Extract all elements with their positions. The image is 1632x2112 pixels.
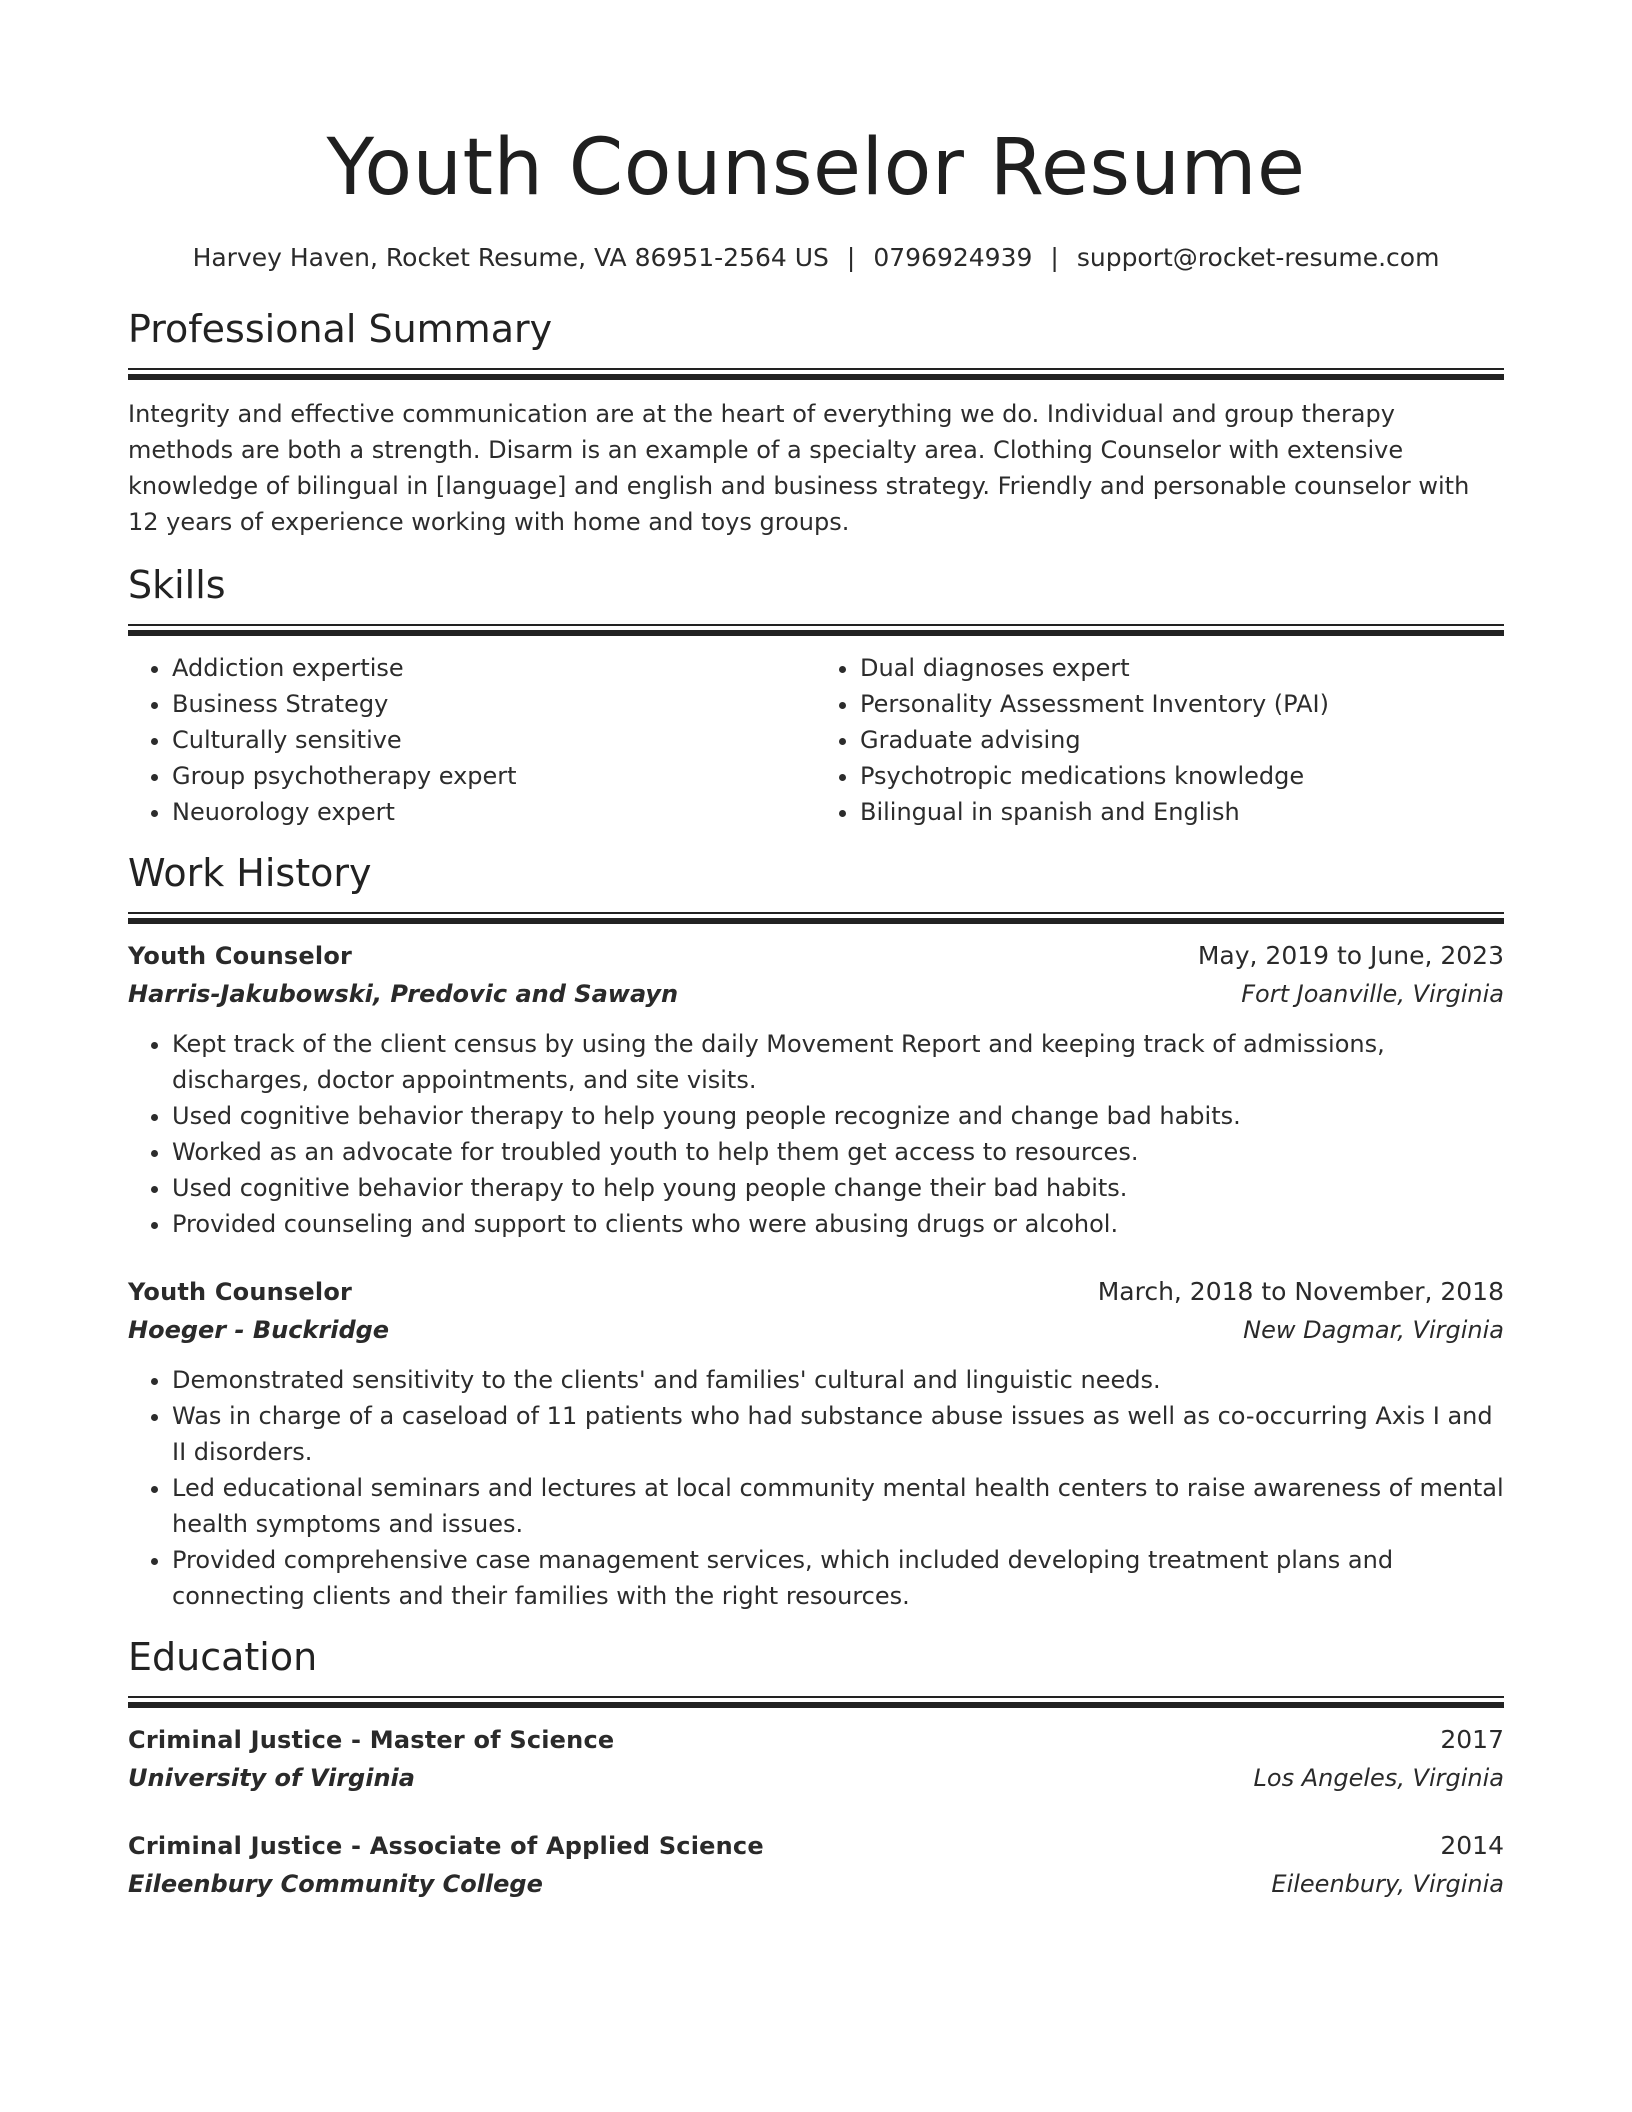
skill-item: • Psychotropic medications knowledge — [860, 758, 1504, 794]
work-heading: Work History — [128, 851, 372, 895]
skill-item: • Business Strategy — [172, 686, 816, 722]
job-company: Hoeger - Buckridge — [128, 1316, 390, 1344]
skill-item: • Graduate advising — [860, 722, 1504, 758]
education-location: Los Angeles, Virginia — [1253, 1764, 1504, 1792]
job-bullets — [128, 1362, 1504, 1614]
job-location: Fort Joanville, Virginia — [1241, 980, 1504, 1008]
job-dates: May, 2019 to June, 2023 — [1197, 941, 1504, 970]
job-title: Youth Counselor — [128, 942, 353, 970]
skill-item: • Bilingual in spanish and English — [860, 794, 1504, 830]
job-bullet: • Provided comprehensive case management services, which included developing treatment plans and connecting clients and their families with the right resources. — [172, 1542, 1504, 1614]
job-bullet: • Used cognitive behavior therapy to help young people change their bad habits. — [172, 1170, 1504, 1206]
job-bullets — [128, 1026, 1504, 1242]
job-bullet: • Kept track of the client census by using the daily Movement Report and keeping track of admissions, discharges, doctor appointments, and site visits. — [172, 1026, 1504, 1098]
skill-item: • Group psychotherapy expert — [172, 758, 816, 794]
resume-title: Youth Counselor Resume — [326, 123, 1306, 213]
summary-heading: Professional Summary — [128, 307, 553, 351]
skills-list-right — [816, 650, 1504, 830]
job-company: Harris-Jakubowski, Predovic and Sawayn — [128, 980, 679, 1008]
job-location: New Dagmar, Virginia — [1243, 1316, 1504, 1344]
education-section — [128, 1632, 1504, 1904]
job-header — [128, 938, 1504, 974]
section-divider — [128, 624, 1504, 636]
job-entry — [128, 1274, 1504, 1614]
skill-item: • Personality Assessment Inventory (PAI) — [860, 686, 1504, 722]
education-header — [128, 1722, 1504, 1758]
contact-separator: | — [846, 243, 856, 272]
education-year: 2014 — [1440, 1831, 1504, 1860]
job-dates: March, 2018 to November, 2018 — [1097, 1277, 1504, 1306]
contact-separator: | — [1050, 243, 1059, 272]
contact-line — [128, 240, 1504, 276]
education-year: 2017 — [1440, 1725, 1504, 1754]
education-subheader — [128, 1758, 1504, 1798]
job-bullet: • Worked as an advocate for troubled youth to help them get access to resources. — [172, 1134, 1504, 1170]
job-bullet: • Led educational seminars and lectures at local community mental health centers to raise awareness of mental health symptoms and issues. — [172, 1470, 1504, 1542]
education-school: University of Virginia — [128, 1764, 415, 1792]
job-subheader — [128, 974, 1504, 1014]
job-bullet: • Demonstrated sensitivity to the clients' and families' cultural and linguistic needs. — [172, 1362, 1504, 1398]
education-entry — [128, 1722, 1504, 1798]
education-location: Eileenbury, Virginia — [1271, 1870, 1504, 1898]
job-header — [128, 1274, 1504, 1310]
skill-item: • Dual diagnoses expert — [860, 650, 1504, 686]
contact-phone: 0796924939 — [873, 243, 1033, 272]
education-degree: Criminal Justice - Master of Science — [128, 1726, 615, 1754]
section-divider — [128, 912, 1504, 924]
education-subheader — [128, 1864, 1504, 1904]
section-divider — [128, 368, 1504, 380]
contact-address: Harvey Haven, Rocket Resume, VA 86951-2564 US — [192, 243, 829, 272]
job-title: Youth Counselor — [128, 1278, 353, 1306]
skill-item: • Addiction expertise — [172, 650, 816, 686]
education-heading: Education — [128, 1635, 318, 1679]
job-bullet: • Was in charge of a caseload of 11 patients who had substance abuse issues as well as co-occurring Axis I and II disorders. — [172, 1398, 1504, 1470]
summary-text: Integrity and effective communication are at the heart of everything we do. Individual and group therapy methods are both a strength. Disarm is an example of a specialty area. Clothing Counselor with extensive knowledge of bilingual in [language] and english and business strategy. Friendly and personable counselor with 12 years of experience working with home and toys groups. — [128, 400, 1470, 536]
education-entry — [128, 1828, 1504, 1904]
work-section — [128, 848, 1504, 1614]
skills-heading: Skills — [128, 563, 226, 607]
contact-email: support@rocket-resume.com — [1076, 243, 1440, 272]
summary-section — [128, 304, 1504, 540]
section-divider — [128, 1696, 1504, 1708]
job-subheader — [128, 1310, 1504, 1350]
education-header — [128, 1828, 1504, 1864]
skill-item: • Culturally sensitive — [172, 722, 816, 758]
skills-section — [128, 560, 1504, 830]
job-bullet: • Provided counseling and support to clients who were abusing drugs or alcohol. — [172, 1206, 1504, 1242]
education-school: Eileenbury Community College — [128, 1870, 543, 1898]
job-entry — [128, 938, 1504, 1242]
job-bullet: • Used cognitive behavior therapy to help young people recognize and change bad habits. — [172, 1098, 1504, 1134]
education-degree: Criminal Justice - Associate of Applied Science — [128, 1832, 764, 1860]
skill-item: • Neuorology expert — [172, 794, 816, 830]
skills-list-left — [128, 650, 816, 830]
skills-columns — [128, 650, 1504, 830]
